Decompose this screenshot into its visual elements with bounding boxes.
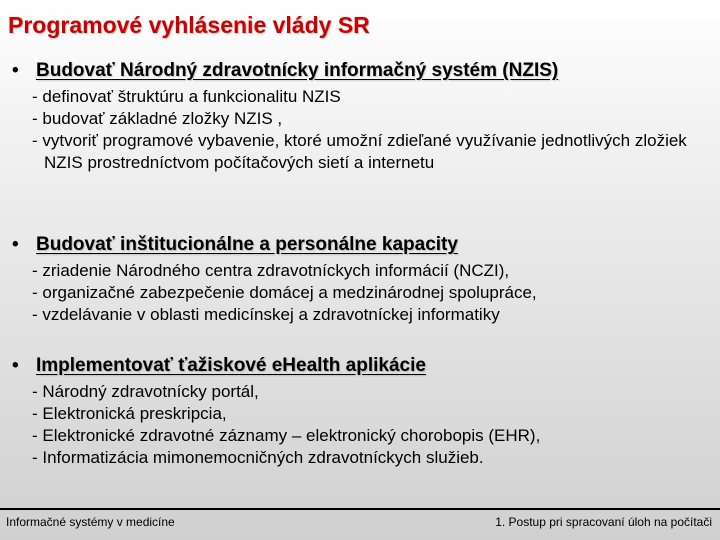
section-heading xyxy=(8,355,708,377)
bullet-icon: • xyxy=(12,60,19,81)
list-item: - organizačné zabezpečenie domácej a medzinárodnej spolupráce, xyxy=(32,283,537,302)
section-heading xyxy=(8,234,708,256)
footer-course-title: Informačné systémy v medicíne xyxy=(6,515,175,529)
list-item: - vytvoriť programové vybavenie, ktoré umožní zdieľané využívanie jednotlivých zložiek NZIS prostredníctvom počítačových sietí a internetu xyxy=(32,131,687,172)
section-items xyxy=(32,381,708,469)
list-item: - vzdelávanie v oblasti medicínskej a zdravotníckej informatiky xyxy=(32,305,500,324)
list-item: - zriadenie Národného centra zdravotníckych informácií (NCZI), xyxy=(32,261,510,280)
section-nzis xyxy=(8,60,708,174)
bullet-icon: • xyxy=(12,234,19,255)
section-capacities xyxy=(8,234,708,326)
list-item: - Elektronická preskripcia, xyxy=(32,404,227,423)
section-items xyxy=(32,260,708,326)
footer-lecture-title: 1. Postup pri spracovaní úloh na počítači xyxy=(495,515,712,529)
list-item: - Informatizácia mimonemocničných zdravotníckych služieb. xyxy=(32,448,484,467)
section-items xyxy=(32,86,708,174)
section-heading xyxy=(8,60,708,82)
slide-title: Programové vyhlásenie vlády SR xyxy=(8,12,370,38)
section-heading-text: Budovať inštitucionálne a personálne kapacity xyxy=(36,234,458,255)
section-heading-text: Budovať Národný zdravotnícky informačný systém (NZIS) xyxy=(36,60,559,81)
section-heading-text: Implementovať ťažiskové eHealth aplikácie xyxy=(36,355,426,376)
footer-divider xyxy=(0,508,720,510)
list-item: - budovať základné zložky NZIS , xyxy=(32,109,283,128)
list-item: - Elektronické zdravotné záznamy – elektronický chorobopis (EHR), xyxy=(32,426,541,445)
bullet-icon: • xyxy=(12,355,19,376)
list-item: - definovať štruktúru a funkcionalitu NZIS xyxy=(32,87,341,106)
list-item: - Národný zdravotnícky portál, xyxy=(32,382,259,401)
section-ehealth xyxy=(8,355,708,469)
